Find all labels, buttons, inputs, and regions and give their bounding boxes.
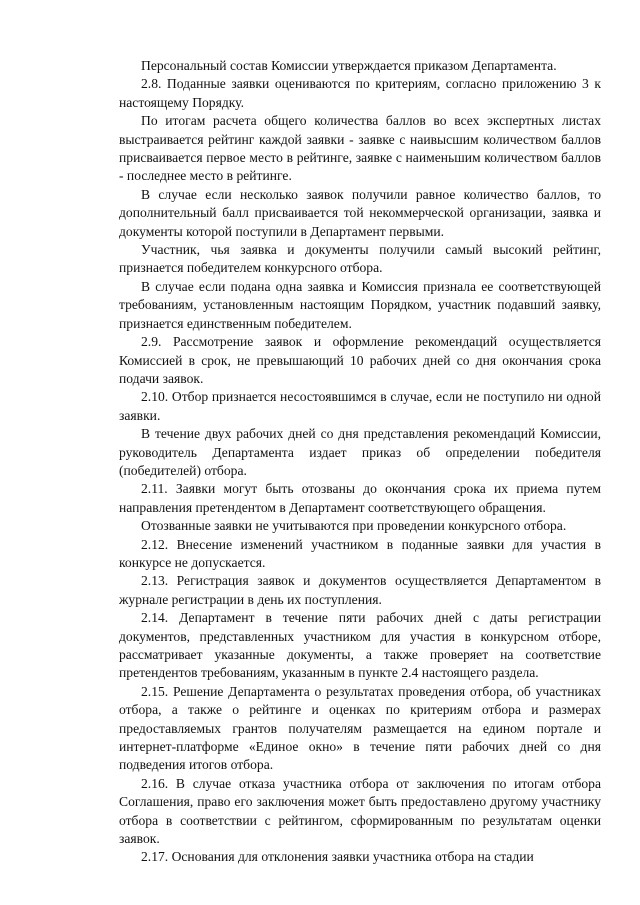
paragraph: По итогам расчета общего количества баллов во всех экспертных листах выстраивается рейтинг каждой заявки - заявке с наивысшим количеством баллов присваивается первое место в рейтинге, заявке с наименьшим количеством баллов - последнее место в рейтинге. bbox=[119, 113, 601, 184]
paragraph: 2.13. Регистрация заявок и документов осуществляется Департаментом в журнале регистрации в день их поступления. bbox=[119, 573, 601, 607]
paragraph: 2.11. Заявки могут быть отозваны до окончания срока их приема путем направления претендентом в Департамент соответствующего обращения. bbox=[119, 481, 601, 515]
paragraph: 2.17. Основания для отклонения заявки участника отбора на стадии bbox=[141, 849, 534, 865]
paragraph: 2.9. Рассмотрение заявок и оформление рекомендаций осуществляется Комиссией в срок, не превышающий 10 рабочих дней со дня окончания срока подачи заявок. bbox=[119, 334, 601, 386]
paragraph: Участник, чья заявка и документы получили самый высокий рейтинг, признается победителем конкурсного отбора. bbox=[119, 242, 601, 276]
paragraph: 2.10. Отбор признается несостоявшимся в случае, если не поступило ни одной заявки. bbox=[119, 389, 601, 423]
paragraph: 2.15. Решение Департамента о результатах проведения отбора, об участниках отбора, а также о рейтинге и оценках по критериям отбора и размерах предоставляемых грантов получателям размещается на едином портале и интернет-платформе «Единое окно» в течение пяти рабочих дней со дня подведения итогов отбора. bbox=[119, 683, 601, 773]
paragraph: Отозванные заявки не учитываются при проведении конкурсного отбора. bbox=[141, 518, 567, 534]
paragraph: В течение двух рабочих дней со дня представления рекомендаций Комиссии, руководитель Департамента издает приказ об определении победителя (победителей) отбора. bbox=[119, 426, 601, 478]
paragraph: 2.16. В случае отказа участника отбора от заключения по итогам отбора Соглашения, право его заключения может быть предоставлено другому участнику отбора в соответствии с рейтингом, сформированным по результатам оценки заявок. bbox=[119, 775, 601, 847]
paragraph: Персональный состав Комиссии утверждается приказом Департамента. bbox=[141, 58, 557, 73]
paragraph: В случае если несколько заявок получили равное количество баллов, то дополнительный балл присваивается той некоммерческой организации, заявка и документы которой поступили в Департамент первыми. bbox=[119, 186, 601, 239]
paragraph: 2.14. Департамент в течение пяти рабочих дней с даты регистрации документов, представленных участником для участия в конкурсном отборе, рассматривает указанные документы, а также проверяет на соответствие претендентов требованиям, указанным в пункте 2.4 настоящего раздела. bbox=[119, 610, 601, 681]
document-page bbox=[119, 57, 601, 867]
paragraph: В случае если подана одна заявка и Комиссия признала ее соответствующей требованиям, установленным настоящим Порядком, участник подавший заявку, признается единственным победителем. bbox=[119, 278, 601, 331]
paragraph: 2.12. Внесение изменений участником в поданные заявки для участия в конкурсе не допускается. bbox=[119, 536, 601, 570]
paragraph: 2.8. Поданные заявки оцениваются по критериям, согласно приложению 3 к настоящему Порядку. bbox=[119, 76, 601, 110]
